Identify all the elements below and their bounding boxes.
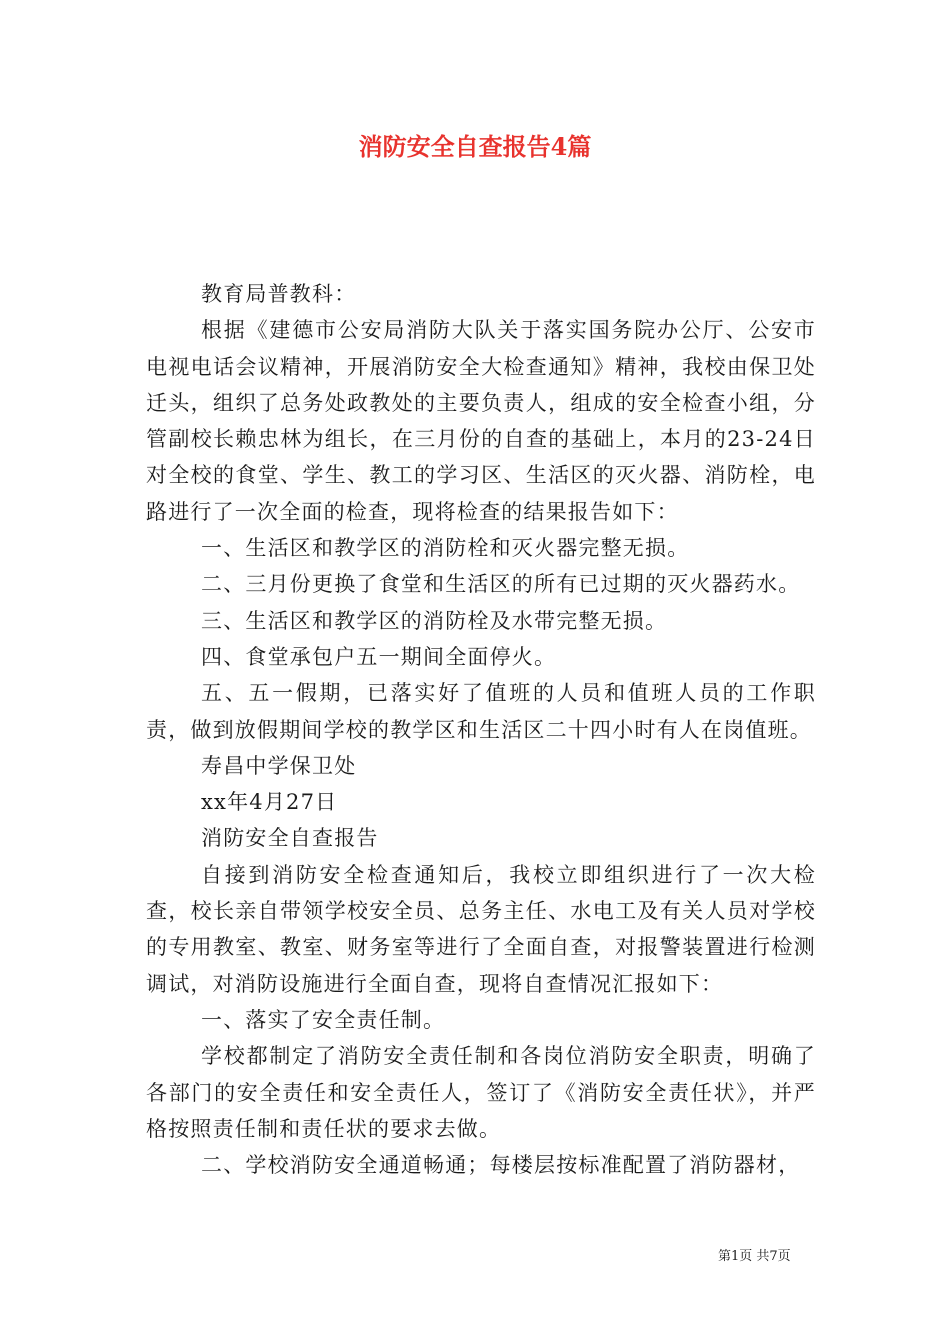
section-heading: 消防安全自查报告 xyxy=(201,826,379,851)
list-item: 四、食堂承包户五一期间全面停火。 xyxy=(201,644,557,669)
paragraph: 学校都制定了消防安全责任制和各岗位消防安全职责，明确了各部门的安全责任和安全责任人，签订了《消防安全责任状》，并严格按照责任制和责任状的要求去做。 xyxy=(146,1044,816,1141)
document-body xyxy=(146,276,816,1183)
list-item: 三、生活区和教学区的消防栓及水带完整无损。 xyxy=(201,608,668,633)
paragraph: 自接到消防安全检查通知后，我校立即组织进行了一次大检查，校长亲自带领学校安全员、总务主任、水电工及有关人员对学校的专用教室、教室、财务室等进行了全面自查，对报警装置进行检测调试，对消防设施进行全面自查，现将自查情况汇报如下： xyxy=(146,862,816,996)
document-title: 消防安全自查报告4篇 xyxy=(358,132,592,161)
list-item: 五、五一假期，已落实好了值班的人员和值班人员的工作职责，做到放假期间学校的教学区和生活区二十四小时有人在岗值班。 xyxy=(146,681,816,742)
page-number: 第1页 共7页 xyxy=(718,1249,791,1264)
list-item: 一、落实了安全责任制。 xyxy=(201,1007,446,1032)
paragraph-salutation: 教育局普教科： xyxy=(201,282,357,306)
signature-date: xx年4月27日 xyxy=(201,790,338,815)
list-item: 二、学校消防安全通道畅通；每楼层按标准配置了消防器材， xyxy=(201,1153,801,1178)
list-item: 二、三月份更换了食堂和生活区的所有已过期的灭火器药水。 xyxy=(201,572,801,597)
list-item: 一、生活区和教学区的消防栓和灭火器完整无损。 xyxy=(201,536,690,561)
paragraph: 根据《建德市公安局消防大队关于落实国务院办公厅、公安市电视电话会议精神，开展消防安全大检查通知》精神，我校由保卫处迁头，组织了总务处政教处的主要负责人，组成的安全检查小组，分管副校长赖忠林为组长，在三月份的自查的基础上，本月的23-24日对全校的食堂、学生、教工的学习区、生活区的灭火器、消防栓，电路进行了一次全面的检查，现将检查的结果报告如下： xyxy=(146,318,816,524)
signature-organization: 寿昌中学保卫处 xyxy=(201,753,357,778)
